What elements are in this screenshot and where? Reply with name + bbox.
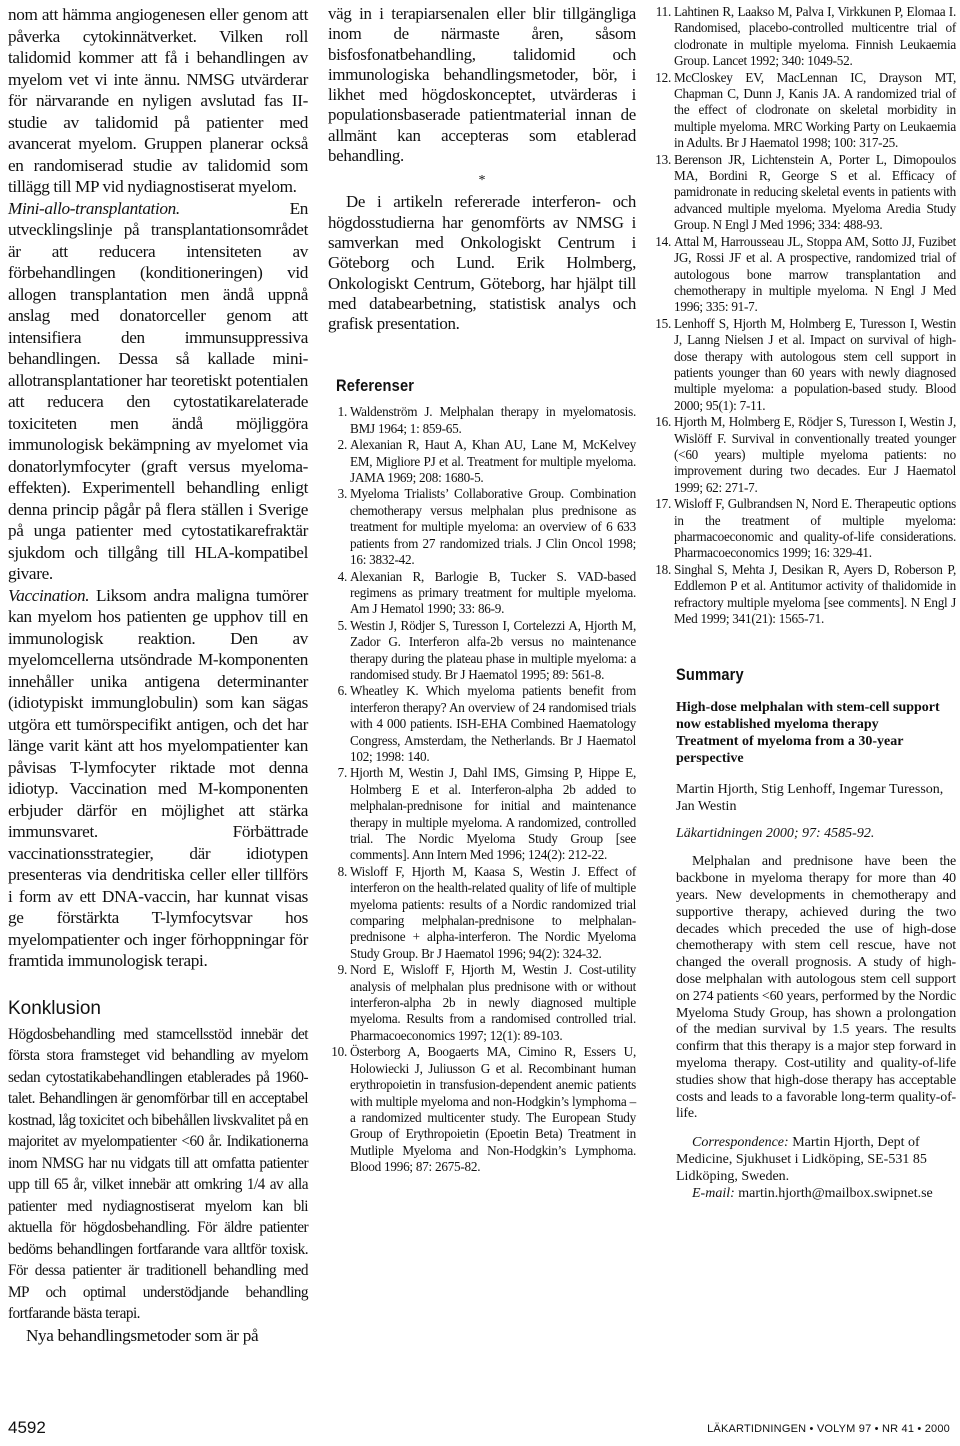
reference-number: 9.	[337, 962, 347, 978]
subheading-vaccination: Vaccination.	[8, 585, 90, 605]
reference-item	[652, 4, 956, 70]
reference-number: 1.	[337, 404, 347, 420]
reference-text: Myeloma Trialists’ Collaborative Group. Combination chemotherapy versus melphalan plus prednisone as treatment for multiple myeloma: an overview of 6 633 patients from 27 randomized trials. J Clin Oncol 1998; 16: 3832-42.	[350, 486, 636, 568]
paragraph-continued: väg in i terapiarsenalen eller blir tillgängliga inom de närmaste åren, såsom bisfosfonatbehandling, talidomid och immunologiska behandlingsmetoder, bör, i likhet med högdoskonceptet, utvärderas i populationsbaserade patientmaterial innan de allmänt kan accepteras som etablerad behandling.	[328, 4, 636, 166]
paragraph-mini-allo	[8, 198, 308, 585]
paragraph-vaccination	[8, 585, 308, 972]
konklusion-heading: Konklusion	[8, 997, 101, 1019]
paragraph-nya-behandlingar: Nya behandlingsmetoder som är på	[26, 1325, 259, 1345]
section-separator: *	[478, 173, 486, 189]
reference-item	[652, 562, 956, 628]
subheading-mini-allo: Mini-allo-transplantation.	[8, 198, 180, 218]
reference-item	[652, 70, 956, 152]
reference-item	[328, 404, 636, 437]
reference-text: Singhal S, Mehta J, Desikan R, Ayers D, Roberson P, Eddlemon P et al. Antitumor activity of thalidomide in refractory multiple myeloma [see comments]. N Engl J Med 1999; 341(21): 1565-71.	[674, 561, 956, 627]
summary-title-2: Treatment of myeloma from a 30-year perspective	[676, 734, 904, 767]
email-label: E-mail:	[692, 1185, 735, 1201]
reference-text: Hjorth M, Westin J, Dahl IMS, Gimsing P, Hippe E, Holmberg E et al. Interferon-alpha 2b added to melphalan-prednisone for initial and maintenance therapy in multiple myeloma. A randomized, controlled trial. The Nordic Myeloma Study Group [see comments]. Ann Intern Med 1996; 124(2): 212-22.	[350, 765, 636, 863]
reference-item	[328, 683, 636, 765]
reference-number: 4.	[337, 568, 347, 584]
reference-item	[652, 414, 956, 496]
reference-number: 15.	[655, 315, 671, 331]
reference-item	[328, 437, 636, 486]
paragraph-acknowledgement: De i artikeln refererade interferon- och högdosstudierna har genomförts av NMSG i samverkan med Onkologiskt Centrum i Göteborg och Lund. Erik Holmberg, Onkologiskt Centrum, Göteborg, har hjälpt till med databearbetning, statistisk analys och grafisk presentation.	[328, 192, 636, 334]
reference-number: 5.	[337, 617, 347, 633]
text-talidomid-plan: Gruppen planerar också en randomiserad studie av talidomid som tillägg till MP vid nydiagnostiserat myelom.	[8, 134, 308, 196]
reference-item	[328, 569, 636, 618]
text-talidomid: nom att hämma angiogenesen eller genom att påverka cytokinnätverket. Vilken roll talidomid kommer att få i behandlingen av myelom vet vi inte ännu. NMSG utvärderar för närvarande en nyligen avslutad fas II-studie av talidomid på patienter med avancerat myelom.	[8, 5, 308, 153]
summary-heading: Summary	[676, 665, 744, 685]
reference-number: 7.	[337, 765, 347, 781]
reference-number: 6.	[337, 683, 347, 699]
reference-text: Waldenström J. Melphalan therapy in myelomatosis. BMJ 1964; 1: 859-65.	[350, 404, 636, 436]
text-vaccination: Liksom andra maligna tumörer kan myelom hos patienten ge upphov till en immunologisk reaktion. Den av myelomcellerna utsöndrade M-komponenten innehåller unika antigena determinanter (idiotypiskt immunglobulin) som kan sägas utgöra ett tumörspecifikt antigen, och det har länge varit känt att hos myelompatienter kan påvisas T-lymfocyter riktade mot denna idiotyp. Vaccination med M-komponenten erbjuder därför en möjlighet att stärka immunsvaret. Förbättrade vaccinationsstrategier, där idiotypen presenteras via dendritiska celler eller tillförs i form av ett DNA-vaccin, har kunnat visas ge förstärkta T-lymfocytsvar hos myelompatienter och inger förhoppningar för framtida immunologisk terapi.	[8, 585, 308, 970]
reference-item	[652, 152, 956, 234]
reference-text: Hjorth M, Holmberg E, Rödjer S, Turesson I, Westin J, Wislöff F. Survival in conventionally treated younger (<60 years) multiple myeloma patients: no improvement during two decades. Eur J Haematol 1999; 62: 271-7.	[674, 414, 956, 495]
summary-body	[652, 699, 956, 1202]
email-line	[676, 1186, 956, 1203]
reference-number: 18.	[655, 561, 671, 577]
reference-item	[328, 962, 636, 1044]
reference-number: 3.	[337, 486, 347, 502]
column-3	[652, 4, 956, 1202]
reference-number: 13.	[655, 151, 671, 167]
reference-text: Lahtinen R, Laakso M, Palva I, Virkkunen P, Elomaa I. Randomised, placebo-controlled multicentre trial of clodronate in multiple myeloma. Finnish Leukaemia Group. Lancet 1992; 340: 1049-52.	[674, 4, 956, 69]
reference-text: Wheatley K. Which myeloma patients benefit from interferon therapy? An overview of 24 randomised trials with 4 000 patients. ISH-EHA Combined Haematology Congress, Amsterdam, the Netherlands. Br J Haematol 102; 1998: 140.	[350, 683, 636, 764]
reference-list-part-1	[328, 404, 636, 1175]
reference-text: Westin J, Rödjer S, Turesson I, Cortelezzi A, Hjorth M, Zador G. Interferon alfa-2b versus no maintenance therapy during the plateau phase in multiple myeloma: a randomised study. Br J Haematol 1995; 89: 561-8.	[350, 617, 636, 682]
reference-text: Alexanian R, Barlogie B, Tucker S. VAD-based regimens as primary treatment for multiple myeloma. Am J Hematol 1990; 33: 86-9.	[350, 568, 636, 617]
summary-abstract: Melphalan and prednisone have been the backbone in myeloma therapy for more than 40 years. New developments in chemotherapy and supportive therapy, achieved during the two decades which preceded the use of high-dose chemotherapy with stem cell rescue, have not changed the overall prognosis. A study of high-dose melphalan with autologous stem cell support on 274 patients <60 years, performed by the Nordic Myeloma Study Group, has shown a prolongation of the median survival by 1.5 years. The results confirm that this therapy is a major step forward in myeloma therapy. Cost-utility and quality-of-life studies show that high-dose therapy has acceptable costs and leads to a favorable long-term quality-of-life.	[676, 854, 956, 1122]
column-1	[8, 4, 308, 1346]
paragraph-talidomid	[8, 4, 308, 198]
reference-number: 16.	[655, 414, 671, 430]
correspondence	[676, 1135, 956, 1185]
reference-text: Wisloff F, Hjorth M, Kaasa S, Westin J. Effect of interferon on the health-related quality of life of multiple myeloma patients: results of a Nordic randomized trial comparing melphalan-prednisone to melphalan-prednisone + alpha-interferon. The Nordic Myeloma Study Group. Br J Haematol 1996; 94(2): 324-32.	[350, 863, 636, 961]
email-address[interactable]: martin.hjorth@mailbox.swipnet.se	[738, 1185, 933, 1201]
paragraph-konklusion: Högdosbehandling med stamcellsstöd innebär det första stora framsteget vid behandling av myelom sedan cytostatikabehandlingen etablerades på 1960-talet. Behandlingen är genomförbar till en acceptabel kostnad, låg toxicitet och bibehållen livskvalitet på en majoritet av myelompatienter <60 år. Indikationerna inom NMSG har nu vidgats till att omfatta patienter upp till 65 år, vilket innebär att omkring 1/4 av alla patienter med nydiagnostiserat myelom kan bli aktuella för högdosbehandling. För äldre patienter bedöms behandlingen fortfarande vara alltför toxisk. För dessa patienter är traditionell behandling med MP och optimal understödjande behandling fortfarande bästa terapi.	[8, 1025, 308, 1322]
references-heading: Referenser	[336, 376, 415, 396]
reference-item	[652, 316, 956, 414]
reference-text: Österborg A, Boogaerts MA, Cimino R, Essers U, Holowiecki J, Juliusson G et al. Recombinant human erythropoietin in transfusion-dependent anemic patients with multiple myeloma and non-Hodgkin’s lymphoma – a randomized multicenter study. The European Study Group of Erythropoietin (Epoetin Beta) Treatment in Mutliple Myeloma and Non-Hodgkin’s Lymphoma. Blood 1996; 87: 2675-82.	[350, 1044, 636, 1175]
reference-number: 11.	[655, 4, 671, 19]
reference-item	[328, 864, 636, 962]
reference-number: 2.	[337, 437, 347, 453]
reference-text: McCloskey EV, MacLennan IC, Drayson MT, Chapman C, Dunn J, Kanis JA. A randomized trial of the effect of clodronate on skeletal morbidity in multiple myeloma. MRC Working Party on Leukaemia in Adults. Br J Haematol 1998; 100: 317-25.	[674, 69, 956, 151]
journal-footer: LÄKARTIDNINGEN • VOLYM 97 • NR 41 • 2000	[707, 1423, 950, 1435]
summary-authors: Martin Hjorth, Stig Lenhoff, Ingemar Turesson, Jan Westin	[676, 782, 944, 815]
reference-number: 14.	[655, 233, 671, 249]
reference-item	[652, 496, 956, 562]
reference-item	[328, 486, 636, 568]
reference-number: 8.	[337, 863, 347, 879]
reference-list-part-2	[652, 4, 956, 627]
reference-number: 12.	[655, 69, 671, 85]
summary-title-1: High-dose melphalan with stem-cell support now established myeloma therapy	[676, 700, 940, 733]
reference-text: Lenhoff S, Hjorth M, Holmberg E, Turesson I, Westin J, Lanng Nielsen J et al. Impact on survival of high-dose therapy with autologous stem cell support in patients younger than 60 years with newly diagnosed multiple myeloma: a population-based study. Blood 2000; 95(1): 7-11.	[674, 315, 956, 413]
column-2	[328, 4, 636, 1176]
reference-text: Attal M, Harrousseau JL, Stoppa AM, Sotto JJ, Fuzibet JG, Rossi JF et al. A prospective, randomized trial of autologous bone marrow transplantation and chemotherapy in multiple myeloma. N Engl J Med 1996; 335: 91-7.	[674, 233, 956, 315]
reference-text: Berenson JR, Lichtenstein A, Porter L, Dimopoulos MA, Bordini R, George S et al. Efficacy of pamidronate in reducing skeletal events in patients with advanced multiple myeloma. Myeloma Aredia Study Group. N Engl J Med 1996; 334: 488-93.	[674, 151, 956, 233]
reference-text: Wisloff F, Gulbrandsen N, Nord E. Therapeutic options in the treatment of multiple myeloma: pharmacoeconomic and quality-of-life considerations. Pharmacoeconomics 1999; 16: 329-41.	[674, 496, 956, 561]
correspondence-address: Martin Hjorth, Dept of Medicine, Sjukhuset i Lidköping, SE-531 85 Lidköping, Sweden.	[676, 1135, 927, 1184]
text-mini-allo: En utvecklingslinje på transplantationsområdet är att reducera intensiteten av förbehandlingen (konditioneringen) vid allogen transplantation men ändå uppnå anslag med donatorceller genom att intensifiera den immunsuppressiva behandlingen.	[8, 198, 308, 368]
reference-text: Nord E, Wisloff F, Hjorth M, Westin J. Cost-utility analysis of melphalan plus prednisone with or without interferon-alpha 2b in newly diagnosed multiple myeloma. Results from a randomised controlled trial. Pharmacoeconomics 1997; 12(1): 89-103.	[350, 962, 636, 1043]
page-number: 4592	[8, 1418, 46, 1437]
text-mini-allo-2: Dessa så kallade mini-allotransplantationer har teoretiskt potentialen att reducera den cytostatikarelaterade toxiciteten men ändå möjliggöra immunologisk bekämpning av myelomet via donatorlymfocyter (graft versus myeloma-effekten). Experimentell behandling enligt denna princip pågår på flera ställen i Sverige på unga patienter med cytostatikarefraktär sjukdom och tillgång till HLA-kompatibel givare.	[8, 349, 309, 583]
reference-item	[652, 234, 956, 316]
reference-item	[328, 765, 636, 863]
reference-number: 17.	[655, 496, 671, 512]
reference-item	[328, 1044, 636, 1175]
reference-number: 10.	[331, 1044, 347, 1060]
reference-item	[328, 618, 636, 684]
correspondence-label: Correspondence:	[692, 1135, 789, 1151]
reference-text: Alexanian R, Haut A, Khan AU, Lane M, McKelvey EM, Migliore PJ et al. Treatment for multiple myeloma. JAMA 1969; 208: 1680-5.	[350, 437, 636, 486]
summary-citation: Läkartidningen 2000; 97: 4585-92.	[676, 826, 875, 842]
